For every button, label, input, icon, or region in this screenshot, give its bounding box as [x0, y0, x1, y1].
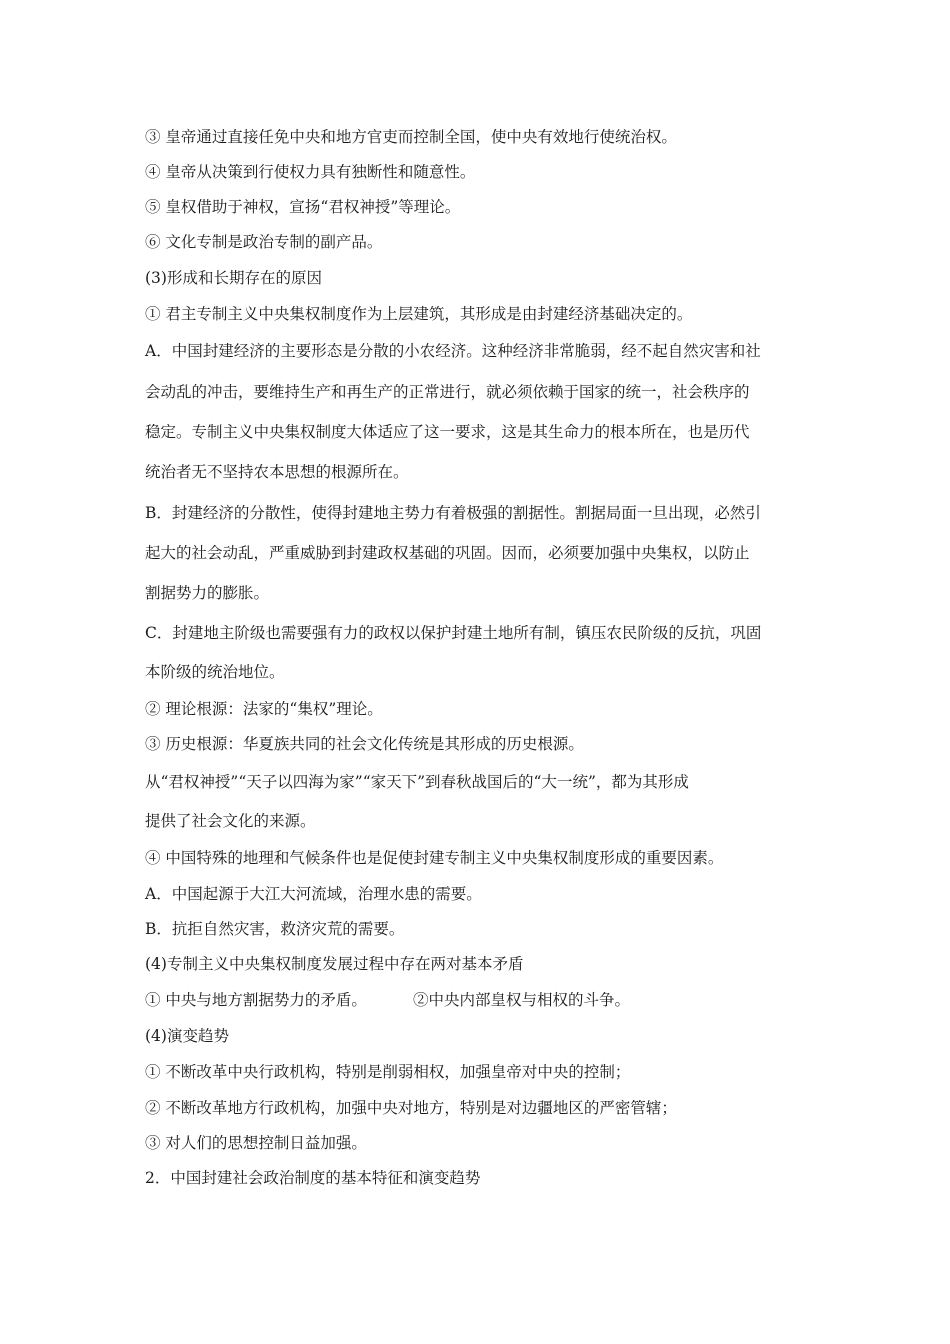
section-heading-3: (3)形成和长期存在的原因 [145, 269, 322, 287]
text-line-22: B．抗拒自然灾害，救济灾荒的需要。 [145, 920, 405, 938]
text-line-28: ③ 对人们的思想控制日益加强。 [145, 1134, 367, 1152]
text-line-13: 割据势力的膨胀。 [145, 584, 270, 602]
text-line-20: ④ 中国特殊的地理和气候条件也是促使封建专制主义中央集权制度形成的重要因素。 [145, 849, 724, 867]
text-line-17: ③ 历史根源：华夏族共同的社会文化传统是其形成的历史根源。 [145, 735, 584, 753]
text-line-24-first: ① 中央与地方割据势力的矛盾。 [145, 991, 367, 1009]
text-line-12: 起大的社会动乱，严重威胁到封建政权基础的巩固。因而，必须要加强中央集权，以防止 [145, 544, 750, 562]
text-line-1: ③ 皇帝通过直接任免中央和地方官吏而控制全国，使中央有效地行使统治权。 [145, 128, 677, 146]
text-line-19: 提供了社会文化的来源。 [145, 812, 316, 830]
text-line-18: 从“君权神授”“天子以四海为家”“家天下”到春秋战国后的“大一统”，都为其形成 [145, 773, 689, 791]
text-line-3: ⑤ 皇权借助于神权，宣扬“君权神授”等理论。 [145, 198, 461, 216]
text-line-14: C．封建地主阶级也需要强有力的政权以保护封建土地所有制，镇压农民阶级的反抗，巩固 [145, 624, 762, 642]
text-line-24 [145, 990, 630, 1010]
text-line-7: A．中国封建经济的主要形态是分散的小农经济。这种经济非常脆弱，经不起自然灾害和社 [145, 342, 761, 360]
section-heading-4b: (4)演变趋势 [145, 1027, 229, 1045]
text-line-24-second: ②中央内部皇权与相权的斗争。 [412, 991, 630, 1009]
text-line-6: ① 君主专制主义中央集权制度作为上层建筑，其形成是由封建经济基础决定的。 [145, 305, 693, 323]
text-line-10: 统治者无不坚持农本思想的根源所在。 [145, 463, 409, 481]
text-line-27: ② 不断改革地方行政机构，加强中央对地方，特别是对边疆地区的严密管辖； [145, 1099, 677, 1117]
text-line-9: 稳定。专制主义中央集权制度大体适应了这一要求，这是其生命力的根本所在，也是历代 [145, 423, 750, 441]
text-line-4: ⑥ 文化专制是政治专制的副产品。 [145, 233, 383, 251]
section-heading-2: 2．中国封建社会政治制度的基本特征和演变趋势 [145, 1169, 481, 1187]
text-line-16: ② 理论根源：法家的“集权”理论。 [145, 700, 383, 718]
text-line-21: A．中国起源于大江大河流域，治理水患的需要。 [145, 885, 482, 903]
text-line-2: ④ 皇帝从决策到行使权力具有独断性和随意性。 [145, 163, 476, 181]
section-heading-4: (4)专制主义中央集权制度发展过程中存在两对基本矛盾 [145, 955, 524, 973]
text-line-11: B．封建经济的分散性，使得封建地主势力有着极强的割据性。割据局面一旦出现，必然引 [145, 504, 761, 522]
text-line-8: 会动乱的冲击，要维持生产和再生产的正常进行，就必须依赖于国家的统一，社会秩序的 [145, 383, 750, 401]
text-line-15: 本阶级的统治地位。 [145, 663, 285, 681]
text-line-26: ① 不断改革中央行政机构，特别是削弱相权，加强皇帝对中央的控制； [145, 1063, 631, 1081]
